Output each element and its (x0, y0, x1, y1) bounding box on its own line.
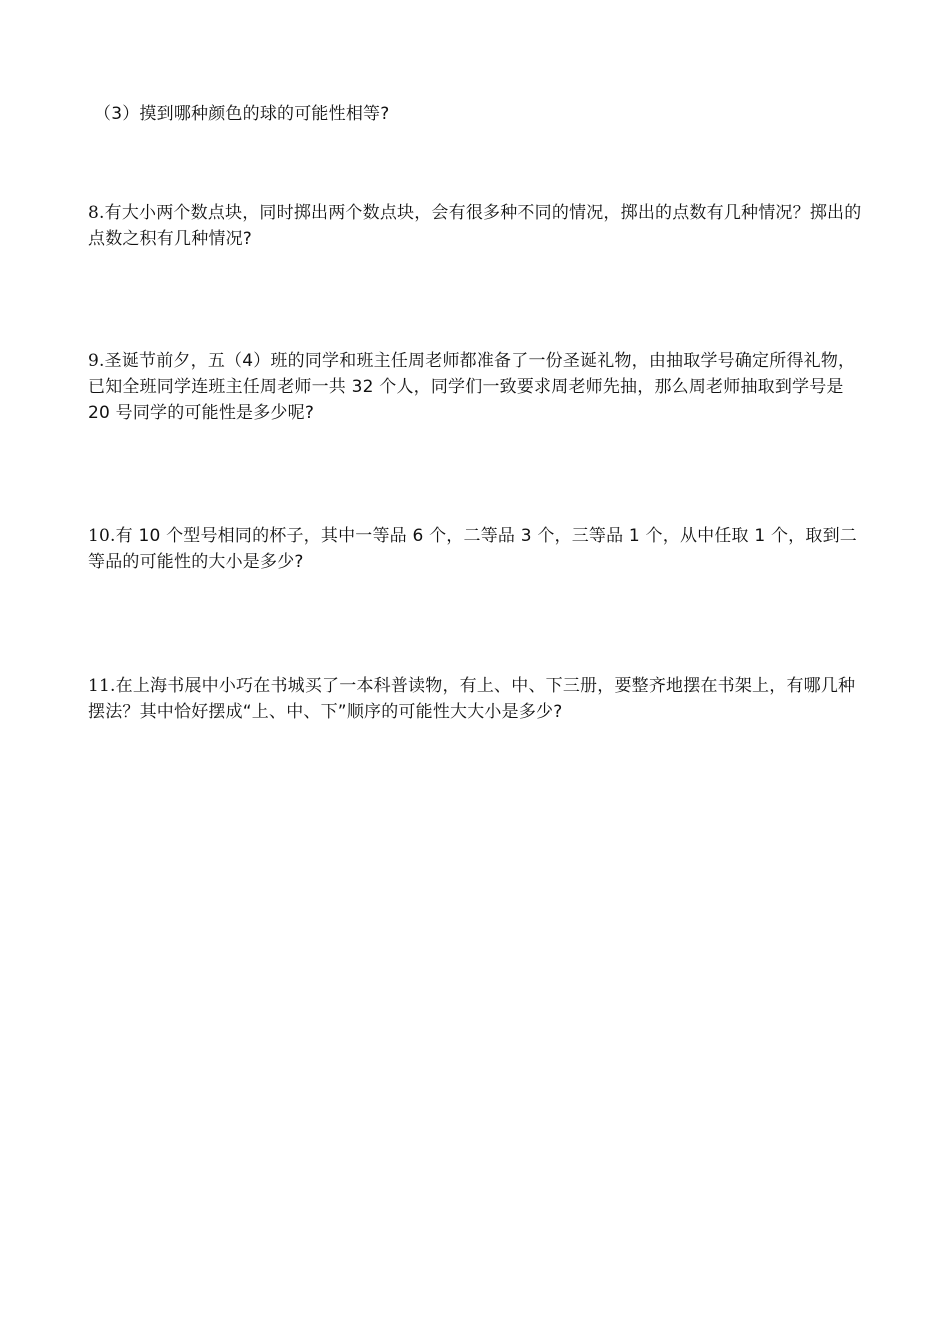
question-10 (88, 523, 866, 575)
question-text: 在上海书展中小巧在书城买了一本科普读物，有上、中、下三册，要整齐地摆在书架上，有哪几种摆法？其中恰好摆成“上、中、下”顺序的可能性大大小是多少? (88, 676, 856, 722)
question-number: 11. (88, 676, 116, 696)
question-text: 圣诞节前夕，五（4）班的同学和班主任周老师都准备了一份圣诞礼物，由抽取学号确定所得礼物，已知全班同学连班主任周老师一共 32 个人，同学们一致要求周老师先抽，那么周老师抽取到学号是 20 号同学的可能性是多少呢? (88, 351, 856, 423)
question-text: （3）摸到哪种颜色的球的可能性相等? (94, 104, 390, 124)
question-number: 8. (88, 203, 105, 223)
question-7-part-3 (94, 101, 872, 127)
question-number: 9. (88, 351, 105, 371)
question-number: 10. (88, 526, 116, 546)
question-text: 有大小两个数点块，同时掷出两个数点块，会有很多种不同的情况，掷出的点数有几种情况？掷出的点数之积有几种情况? (88, 203, 862, 249)
question-8 (88, 200, 866, 252)
question-11 (88, 673, 866, 725)
question-9 (88, 348, 866, 426)
question-text: 有 10 个型号相同的杯子，其中一等品 6 个，二等品 3 个，三等品 1 个，从中任取 1 个，取到二等品的可能性的大小是多少? (88, 526, 857, 572)
